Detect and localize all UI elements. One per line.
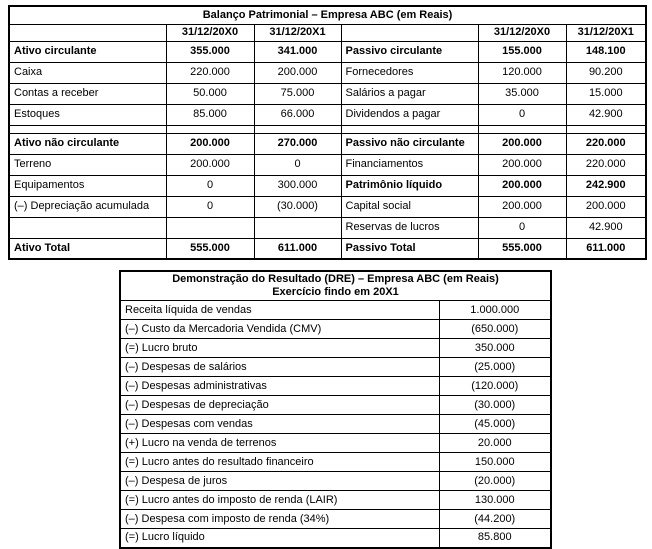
value-cell: 355.000: [166, 41, 254, 62]
value-cell: 75.000: [254, 83, 341, 104]
table-row: [9, 154, 646, 175]
value-cell: 1.000.000: [439, 301, 551, 320]
dre-title-row: [120, 271, 551, 301]
value-cell: [254, 217, 341, 238]
label-cell: (–) Depreciação acumulada: [9, 196, 166, 217]
value-cell: (25.000): [439, 358, 551, 377]
label-cell: Contas a receber: [9, 83, 166, 104]
value-cell: [166, 217, 254, 238]
value-cell: 200.000: [166, 154, 254, 175]
value-cell: 20.000: [439, 434, 551, 453]
label-cell: Ativo Total: [9, 238, 166, 259]
value-cell: (120.000): [439, 377, 551, 396]
label-cell: [9, 125, 166, 133]
value-cell: 0: [166, 175, 254, 196]
label-cell: Dividendos a pagar: [341, 104, 478, 125]
value-cell: 270.000: [254, 133, 341, 154]
value-cell: 200.000: [478, 133, 566, 154]
value-cell: 42.900: [566, 104, 646, 125]
value-cell: 35.000: [478, 83, 566, 104]
value-cell: 242.900: [566, 175, 646, 196]
value-cell: 611.000: [566, 238, 646, 259]
value-cell: 0: [166, 196, 254, 217]
label-cell: Receita líquida de vendas: [120, 301, 439, 320]
value-cell: 611.000: [254, 238, 341, 259]
table-row: [120, 491, 551, 510]
value-cell: 220.000: [166, 62, 254, 83]
value-cell: 0: [478, 104, 566, 125]
value-cell: 85.800: [439, 529, 551, 548]
bs-header-cell: 31/12/20X1: [566, 24, 646, 41]
balance-sheet-body: [9, 6, 646, 259]
table-row: [120, 339, 551, 358]
bs-header-cell: [9, 24, 166, 41]
table-row: [9, 217, 646, 238]
table-row: [9, 41, 646, 62]
bs-title: Balanço Patrimonial – Empresa ABC (em Reais): [9, 6, 646, 24]
table-row: [120, 358, 551, 377]
value-cell: 155.000: [478, 41, 566, 62]
label-cell: (–) Despesa com imposto de renda (34%): [120, 510, 439, 529]
label-cell: Ativo circulante: [9, 41, 166, 62]
value-cell: 200.000: [478, 196, 566, 217]
value-cell: 200.000: [254, 62, 341, 83]
label-cell: (+) Lucro na venda de terrenos: [120, 434, 439, 453]
label-cell: [9, 217, 166, 238]
value-cell: 148.100: [566, 41, 646, 62]
label-cell: Fornecedores: [341, 62, 478, 83]
value-cell: 200.000: [478, 154, 566, 175]
value-cell: 15.000: [566, 83, 646, 104]
value-cell: (650.000): [439, 320, 551, 339]
value-cell: 85.000: [166, 104, 254, 125]
value-cell: (30.000): [254, 196, 341, 217]
label-cell: (=) Lucro antes do imposto de renda (LAIR): [120, 491, 439, 510]
value-cell: 150.000: [439, 453, 551, 472]
label-cell: Equipamentos: [9, 175, 166, 196]
label-cell: (=) Lucro líquido: [120, 529, 439, 548]
label-cell: [341, 125, 478, 133]
value-cell: 555.000: [478, 238, 566, 259]
label-cell: Reservas de lucros: [341, 217, 478, 238]
label-cell: (–) Despesa de juros: [120, 472, 439, 491]
value-cell: 120.000: [478, 62, 566, 83]
table-row: [120, 434, 551, 453]
value-cell: 555.000: [166, 238, 254, 259]
label-cell: (–) Despesas de salários: [120, 358, 439, 377]
income-statement-body: [120, 271, 551, 548]
label-cell: Passivo Total: [341, 238, 478, 259]
value-cell: 90.200: [566, 62, 646, 83]
bs-header-cell: 31/12/20X0: [166, 24, 254, 41]
table-row: [120, 415, 551, 434]
value-cell: [166, 125, 254, 133]
table-row: [120, 301, 551, 320]
dre-title: [120, 271, 551, 301]
label-cell: (–) Despesas administrativas: [120, 377, 439, 396]
value-cell: 200.000: [566, 196, 646, 217]
bs-title-row: [9, 6, 646, 24]
label-cell: (–) Despesas com vendas: [120, 415, 439, 434]
value-cell: 50.000: [166, 83, 254, 104]
value-cell: 0: [254, 154, 341, 175]
table-row: [9, 196, 646, 217]
label-cell: Financiamentos: [341, 154, 478, 175]
table-row: [9, 104, 646, 125]
value-cell: 350.000: [439, 339, 551, 358]
value-cell: 200.000: [478, 175, 566, 196]
table-row: [120, 453, 551, 472]
value-cell: 300.000: [254, 175, 341, 196]
label-cell: Estoques: [9, 104, 166, 125]
label-cell: (=) Lucro antes do resultado financeiro: [120, 453, 439, 472]
value-cell: 220.000: [566, 133, 646, 154]
label-cell: Capital social: [341, 196, 478, 217]
value-cell: 200.000: [166, 133, 254, 154]
value-cell: 220.000: [566, 154, 646, 175]
table-row: [120, 510, 551, 529]
table-row: [9, 133, 646, 154]
value-cell: 42.900: [566, 217, 646, 238]
table-row: [120, 472, 551, 491]
value-cell: (45.000): [439, 415, 551, 434]
value-cell: (30.000): [439, 396, 551, 415]
bs-header-cell: 31/12/20X1: [254, 24, 341, 41]
label-cell: (–) Custo da Mercadoria Vendida (CMV): [120, 320, 439, 339]
label-cell: (–) Despesas de depreciação: [120, 396, 439, 415]
table-row: [120, 396, 551, 415]
balance-sheet-table: [8, 5, 647, 260]
label-cell: (=) Lucro bruto: [120, 339, 439, 358]
table-row: [120, 377, 551, 396]
value-cell: [478, 125, 566, 133]
value-cell: 0: [478, 217, 566, 238]
table-row: [9, 175, 646, 196]
value-cell: 66.000: [254, 104, 341, 125]
table-row: [120, 320, 551, 339]
label-cell: Passivo circulante: [341, 41, 478, 62]
value-cell: (44.200): [439, 510, 551, 529]
label-cell: Caixa: [9, 62, 166, 83]
label-cell: Patrimônio líquido: [341, 175, 478, 196]
bs-header-row: [9, 24, 646, 41]
label-cell: Terreno: [9, 154, 166, 175]
table-row: [9, 238, 646, 259]
dre-title-line1: Demonstração do Resultado (DRE) – Empresa ABC (em Reais): [172, 273, 499, 285]
bs-header-cell: 31/12/20X0: [478, 24, 566, 41]
table-row: [9, 62, 646, 83]
value-cell: 341.000: [254, 41, 341, 62]
label-cell: Passivo não circulante: [341, 133, 478, 154]
table-row: [9, 125, 646, 133]
value-cell: 130.000: [439, 491, 551, 510]
label-cell: Salários a pagar: [341, 83, 478, 104]
value-cell: [254, 125, 341, 133]
table-row: [9, 83, 646, 104]
value-cell: [566, 125, 646, 133]
dre-title-line2: Exercício findo em 20X1: [272, 286, 399, 298]
bs-header-cell: [341, 24, 478, 41]
table-row: [120, 529, 551, 548]
income-statement-table: [119, 270, 552, 549]
value-cell: (20.000): [439, 472, 551, 491]
label-cell: Ativo não circulante: [9, 133, 166, 154]
